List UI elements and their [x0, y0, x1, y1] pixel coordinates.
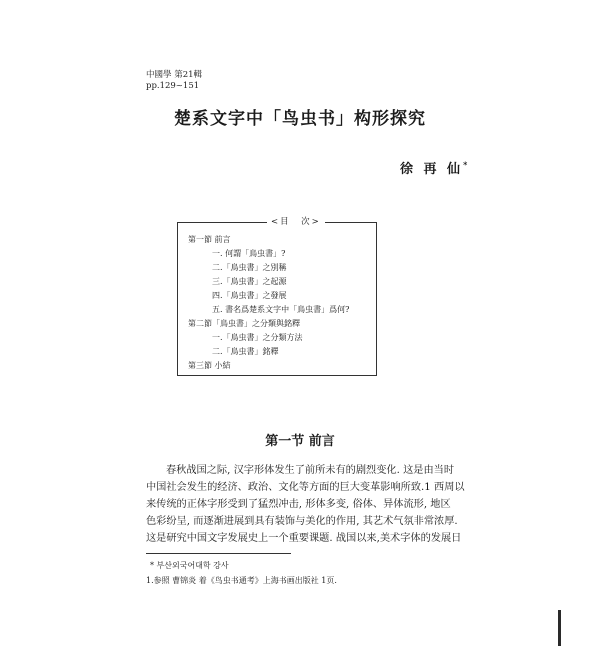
body-line: 这是研究中国文字发展史上一个重要课题. 战国以来,美术字体的发展日	[146, 533, 462, 544]
toc-entry: 第二節「鳥虫書」之分類與銘釋	[188, 319, 300, 328]
journal-pages: pp.129~151	[146, 81, 200, 91]
footnote-divider	[146, 553, 291, 554]
author-name: 徐 再 仙	[400, 162, 464, 177]
toc-entry: 五. 書名爲楚系文字中「鳥虫書」爲何?	[212, 305, 350, 314]
toc-entry: 一.「鳥虫書」之分類方法	[212, 333, 303, 342]
toc-heading: <目 次>	[267, 215, 325, 227]
journal-name-issue: 中國學 第21輯	[146, 70, 203, 80]
footnote-affiliation: * 부산외국어대학 강사	[150, 561, 229, 570]
body-line: 春秋战国之际, 汉字形体发生了前所未有的剧烈变化. 这是由当时	[166, 465, 455, 476]
author-footnote-mark: *	[463, 159, 468, 170]
toc-entry: 二.「鳥虫書」銘釋	[212, 347, 279, 356]
toc-entry: 一. 何謂「鳥虫書」?	[212, 249, 286, 258]
journal-info	[146, 70, 202, 92]
section-heading: 第一节 前言	[265, 434, 335, 449]
body-line: 中国社会发生的经济、政治、文化等方面的巨大变革影响所致.1 西周以	[146, 482, 465, 493]
toc-entry: 第三節 小結	[188, 361, 231, 370]
paper-title: 楚系文字中「鸟虫书」构形探究	[174, 109, 426, 129]
footnote-1: 1.参照 曹锦炎 着《鸟虫书通考》上海书画出版社 1页.	[146, 576, 337, 585]
body-paragraph	[146, 462, 471, 547]
toc-entry: 二.「鳥虫書」之別稱	[212, 263, 287, 272]
toc-entry: 四.「鳥虫書」之發展	[212, 291, 287, 300]
body-line: 色彩纷呈, 而逐渐进展到具有装饰与美化的作用, 其艺术气氛非常浓厚.	[146, 516, 458, 527]
scan-edge-mark	[558, 610, 561, 646]
body-line: 来传统的正体字形受到了猛烈冲击, 形体多变, 俗体、异体流形, 地区	[146, 499, 451, 510]
toc-entry: 三.「鳥虫書」之起源	[212, 277, 287, 286]
author	[400, 158, 467, 177]
toc-entry: 第一節 前言	[188, 235, 231, 244]
